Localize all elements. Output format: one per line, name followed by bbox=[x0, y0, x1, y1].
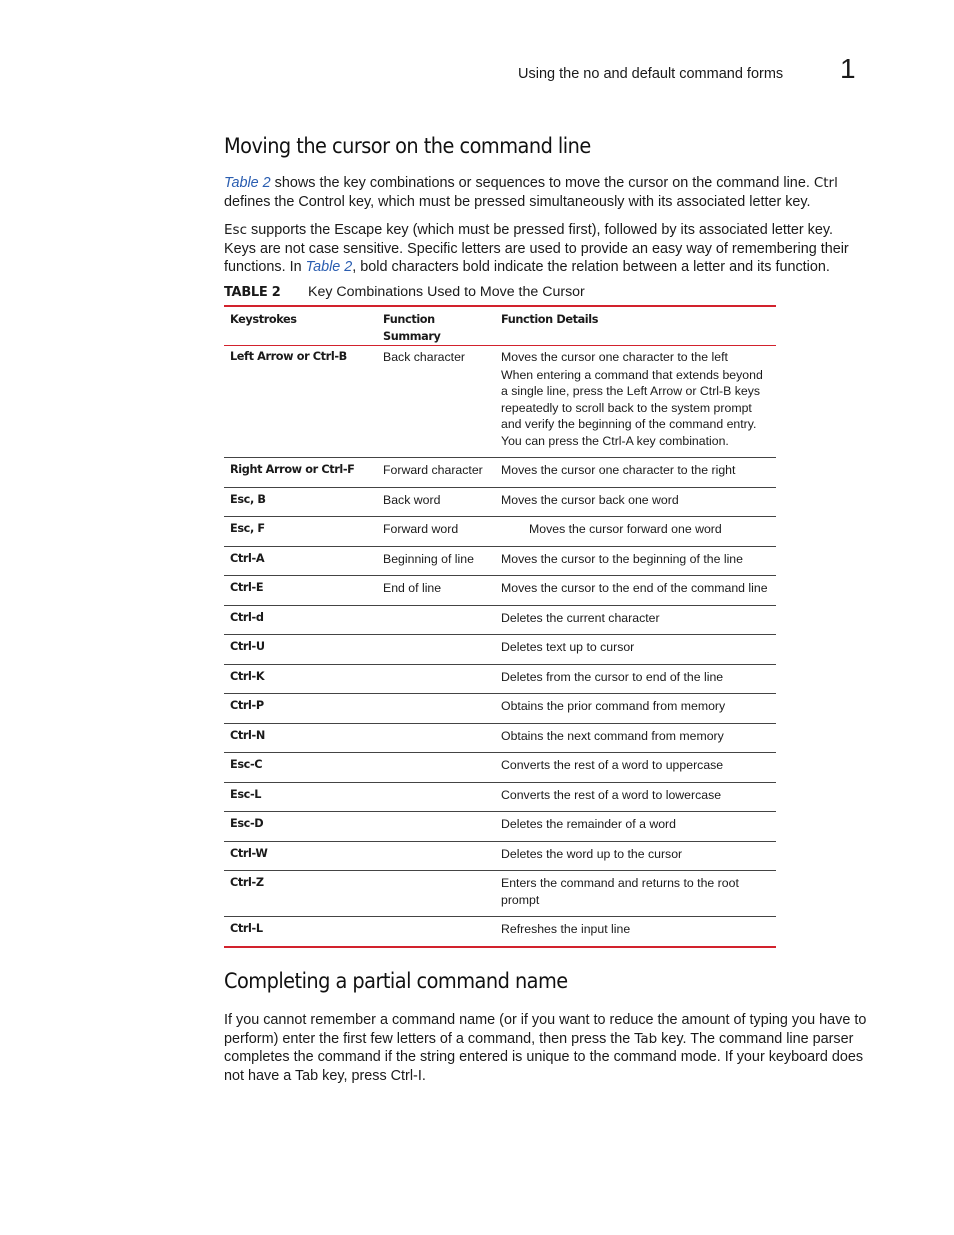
detail-text: Obtains the prior command from memory bbox=[501, 699, 726, 713]
keystroke-cell: Esc-L bbox=[224, 782, 377, 812]
keystroke-cell: Ctrl-L bbox=[224, 917, 377, 947]
table-title: Key Combinations Used to Move the Cursor bbox=[308, 284, 585, 300]
paragraph-text: supports the Escape key (which must be pressed first), followed by its associated letter key. Keys are not case sensitive. Specific letters are used to provide an easy way of remembering their functions. In bbox=[224, 222, 849, 275]
function-details-cell bbox=[495, 694, 776, 724]
function-summary-cell bbox=[377, 635, 495, 665]
function-details-cell bbox=[495, 812, 776, 842]
function-details-cell bbox=[495, 664, 776, 694]
keystroke-cell: Ctrl-U bbox=[224, 635, 377, 665]
esc-key-term: Esc bbox=[224, 222, 247, 238]
function-summary-cell bbox=[377, 871, 495, 917]
keystroke-cell: Esc, F bbox=[224, 517, 377, 547]
ctrl-key-term: Ctrl bbox=[813, 175, 838, 191]
detail-text: Obtains the next command from memory bbox=[501, 728, 724, 743]
table-row bbox=[224, 605, 776, 635]
function-summary-cell bbox=[377, 723, 495, 753]
function-details-cell bbox=[495, 576, 776, 606]
table-row bbox=[224, 517, 776, 547]
function-details-cell bbox=[495, 723, 776, 753]
function-details-cell bbox=[495, 487, 776, 517]
keystroke-cell: Esc-D bbox=[224, 812, 377, 842]
keystroke-cell: Ctrl-W bbox=[224, 841, 377, 871]
table-row bbox=[224, 917, 776, 947]
function-details-cell bbox=[495, 782, 776, 812]
table-row bbox=[224, 346, 776, 458]
function-details-cell bbox=[495, 635, 776, 665]
table-body bbox=[224, 346, 776, 947]
keystroke-cell: Left Arrow or Ctrl-B bbox=[230, 350, 347, 363]
table-row bbox=[224, 841, 776, 871]
esc-paragraph bbox=[224, 221, 868, 277]
section-heading-completing-command: Completing a partial command name bbox=[224, 969, 568, 994]
function-details-cell bbox=[495, 753, 776, 783]
keystroke-cell: Ctrl-A bbox=[224, 546, 377, 576]
function-summary-cell: Forward word bbox=[377, 517, 495, 547]
detail-text: Moves the cursor one character to the right bbox=[501, 463, 736, 477]
function-details-cell bbox=[495, 458, 776, 488]
table-row bbox=[224, 782, 776, 812]
detail-text: Converts the rest of a word to lowercase bbox=[501, 787, 722, 802]
detail-text: Moves the cursor back one word bbox=[501, 492, 679, 507]
function-details-cell bbox=[495, 605, 776, 635]
table-row bbox=[224, 487, 776, 517]
chapter-number: 1 bbox=[840, 53, 856, 84]
function-summary-cell: Back character bbox=[383, 350, 466, 364]
function-details-cell bbox=[495, 917, 776, 947]
intro-paragraph bbox=[224, 174, 868, 211]
paragraph-text: key. The command line parser completes the command if the string entered is unique to the command mode. If your keyboard does not have a Tab key, press Ctrl-I. bbox=[224, 1030, 864, 1084]
keystroke-cell: Ctrl-N bbox=[224, 723, 377, 753]
table-row bbox=[224, 664, 776, 694]
function-summary-cell bbox=[377, 812, 495, 842]
table-row bbox=[224, 546, 776, 576]
paragraph-text: , bold characters bold indicate the relation between a letter and its function. bbox=[352, 259, 830, 275]
keystroke-cell: Esc-C bbox=[224, 753, 377, 783]
function-summary-cell bbox=[377, 664, 495, 694]
detail-text: Converts the rest of a word to uppercase bbox=[501, 758, 724, 772]
paragraph-text: If you cannot remember a command name (or if you want to reduce the amount of typing you have to perform) enter the first few letters of a command, then press the bbox=[224, 1012, 867, 1047]
function-details-cell bbox=[495, 841, 776, 871]
column-header-keystrokes: Keystrokes bbox=[224, 306, 377, 346]
function-details-cell bbox=[495, 346, 776, 458]
keystroke-cell: Ctrl-K bbox=[224, 664, 377, 694]
function-details-cell bbox=[495, 517, 776, 547]
detail-text: Deletes from the cursor to end of the line bbox=[501, 669, 724, 684]
function-summary-cell: End of line bbox=[377, 576, 495, 606]
table-caption bbox=[224, 284, 585, 300]
running-header: Using the no and default command forms bbox=[518, 66, 784, 82]
function-details-cell bbox=[495, 546, 776, 576]
function-summary-cell bbox=[377, 605, 495, 635]
table-2-link[interactable]: Table 2 bbox=[224, 175, 271, 191]
paragraph-text: shows the key combinations or sequences to move the cursor on the command line. bbox=[270, 175, 814, 191]
function-summary-cell: Back word bbox=[377, 487, 495, 517]
key-combinations-table bbox=[224, 305, 776, 948]
table-row bbox=[224, 576, 776, 606]
table-header-row bbox=[224, 306, 776, 346]
table-label: TABLE 2 bbox=[224, 285, 281, 300]
detail-text: Deletes the current character bbox=[501, 610, 660, 625]
keystroke-cell: Ctrl-E bbox=[224, 576, 377, 606]
detail-text: Deletes text up to cursor bbox=[501, 640, 635, 654]
detail-text: Deletes the remainder of a word bbox=[501, 817, 676, 831]
function-summary-cell: Forward character bbox=[377, 458, 495, 488]
table-row bbox=[224, 753, 776, 783]
tab-key-term: Tab bbox=[634, 1030, 658, 1047]
keystroke-cell: Esc, B bbox=[224, 487, 377, 517]
function-summary-cell bbox=[377, 694, 495, 724]
detail-text: Moves the cursor to the beginning of the line bbox=[501, 551, 743, 566]
detail-text: Moves the cursor to the end of the command line bbox=[501, 581, 768, 595]
detail-note: When entering a command that extends beyond a single line, press the Left Arrow or Ctrl-B keys repeatedly to scroll back to the system prompt and verify the beginning of the command entry. You can press the Ctrl-A key combination. bbox=[501, 367, 763, 448]
section-heading-moving-cursor: Moving the cursor on the command line bbox=[224, 134, 591, 159]
function-summary-cell: Beginning of line bbox=[377, 546, 495, 576]
paragraph-text: defines the Control key, which must be pressed simultaneously with its associated letter key. bbox=[224, 193, 811, 210]
keystroke-cell: Ctrl-P bbox=[224, 694, 377, 724]
table-row bbox=[224, 723, 776, 753]
keystroke-cell: Right Arrow or Ctrl-F bbox=[224, 458, 377, 488]
function-summary-cell bbox=[377, 841, 495, 871]
detail-text: Moves the cursor forward one word bbox=[529, 522, 722, 536]
table-2-link[interactable]: Table 2 bbox=[305, 259, 353, 275]
column-header-function-summary: Function Summary bbox=[377, 306, 495, 346]
function-details-cell bbox=[495, 871, 776, 917]
detail-text: Refreshes the input line bbox=[501, 922, 631, 936]
keystroke-cell: Ctrl-d bbox=[224, 605, 377, 635]
table-row bbox=[224, 871, 776, 917]
table-row bbox=[224, 635, 776, 665]
table-row bbox=[224, 812, 776, 842]
completion-paragraph bbox=[224, 1011, 868, 1085]
table-row bbox=[224, 694, 776, 724]
detail-text: Enters the command and returns to the root prompt bbox=[501, 876, 739, 907]
column-header-function-details: Function Details bbox=[495, 306, 776, 346]
function-summary-cell bbox=[377, 782, 495, 812]
function-summary-cell bbox=[377, 917, 495, 947]
detail-text: Moves the cursor one character to the left bbox=[501, 350, 728, 364]
detail-text: Deletes the word up to the cursor bbox=[501, 846, 683, 861]
keystroke-cell: Ctrl-Z bbox=[224, 871, 377, 917]
function-summary-cell bbox=[377, 753, 495, 783]
table-row bbox=[224, 458, 776, 488]
